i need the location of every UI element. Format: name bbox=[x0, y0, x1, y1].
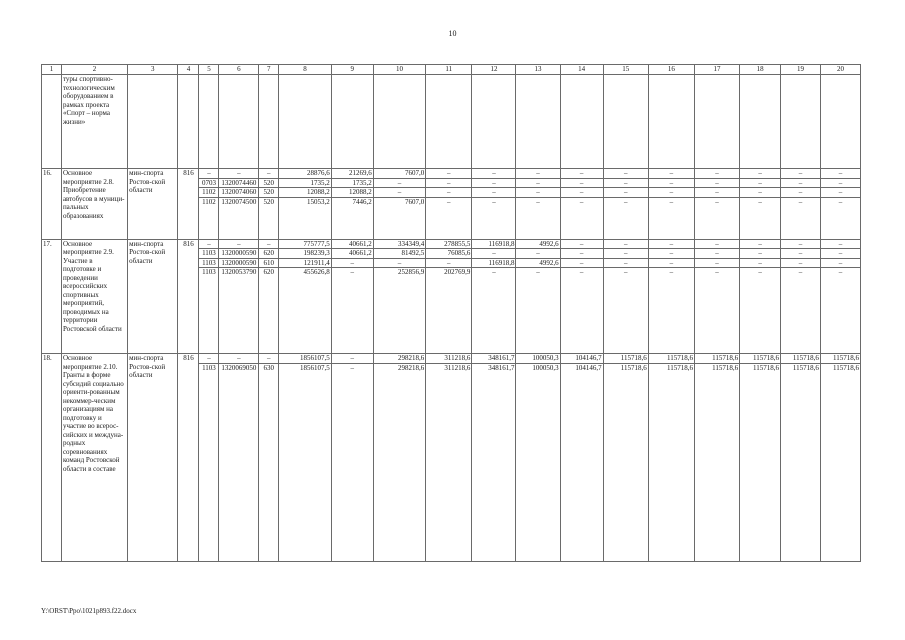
year-amount-cell: – bbox=[560, 258, 603, 268]
year-amount-cell: – bbox=[373, 178, 425, 188]
executor: мин-спорта Ростов-ской области bbox=[128, 239, 178, 354]
year-amount-cell: – bbox=[373, 188, 425, 198]
year-amount-cell: 115718,6 bbox=[820, 354, 860, 364]
year-amount-cell: – bbox=[648, 258, 694, 268]
total-amount-cell: 12088,2 bbox=[279, 188, 331, 198]
column-number-cell: 19 bbox=[781, 65, 821, 75]
year-amount-cell: 348161,7 bbox=[472, 354, 516, 364]
activity-total-row bbox=[42, 239, 861, 249]
empty-cell bbox=[820, 75, 860, 169]
year-amount-cell: – bbox=[516, 169, 560, 179]
empty-cell bbox=[781, 75, 821, 169]
year-amount-cell: 100050,3 bbox=[516, 363, 560, 561]
year-amount-cell: – bbox=[426, 188, 472, 198]
expense-type-code: 630 bbox=[259, 363, 279, 561]
column-number-row bbox=[42, 65, 861, 75]
empty-cell bbox=[259, 75, 279, 169]
year-amount-cell: – bbox=[694, 178, 739, 188]
year-amount-cell: – bbox=[426, 197, 472, 239]
year-amount-cell: – bbox=[426, 258, 472, 268]
empty-cell bbox=[472, 75, 516, 169]
empty-cell bbox=[603, 75, 648, 169]
year-amount-cell: – bbox=[820, 258, 860, 268]
year-amount-cell: 4992,6 bbox=[516, 258, 560, 268]
year-amount-cell: 115718,6 bbox=[781, 363, 821, 561]
row-number: 18. bbox=[42, 354, 62, 562]
empty-cell bbox=[516, 75, 560, 169]
expense-type-code: – bbox=[259, 239, 279, 249]
year-amount-cell: 40661,2 bbox=[331, 249, 373, 259]
column-number-cell: 1 bbox=[42, 65, 62, 75]
year-amount-cell: – bbox=[331, 268, 373, 354]
grbs-code: 816 bbox=[178, 354, 199, 562]
year-amount-cell: – bbox=[740, 268, 781, 354]
empty-cell bbox=[279, 75, 331, 169]
year-amount-cell: – bbox=[472, 188, 516, 198]
year-amount-cell: – bbox=[648, 249, 694, 259]
column-number-cell: 10 bbox=[373, 65, 425, 75]
year-amount-cell: 202769,9 bbox=[426, 268, 472, 354]
column-number-cell: 5 bbox=[199, 65, 219, 75]
year-amount-cell: – bbox=[781, 178, 821, 188]
year-amount-cell: 278855,5 bbox=[426, 239, 472, 249]
target-article-code: – bbox=[219, 239, 259, 249]
year-amount-cell: – bbox=[781, 239, 821, 249]
section-code: 1103 bbox=[199, 258, 219, 268]
section-code: 1103 bbox=[199, 363, 219, 561]
target-article-code: 1320000590 bbox=[219, 258, 259, 268]
year-amount-cell: 252856,9 bbox=[373, 268, 425, 354]
year-amount-cell: – bbox=[603, 197, 648, 239]
empty-cell bbox=[560, 75, 603, 169]
year-amount-cell: – bbox=[740, 169, 781, 179]
year-amount-cell: – bbox=[648, 169, 694, 179]
column-number-cell: 8 bbox=[279, 65, 331, 75]
total-amount-cell: 1856107,5 bbox=[279, 354, 331, 364]
expense-type-code: 520 bbox=[259, 197, 279, 239]
year-amount-cell: – bbox=[516, 188, 560, 198]
year-amount-cell: – bbox=[472, 249, 516, 259]
section-code: 1102 bbox=[199, 197, 219, 239]
year-amount-cell: 348161,7 bbox=[472, 363, 516, 561]
carry-over-text: туры спортивно-технологическим оборудованием в рамках проекта «Спорт – норма жизни» bbox=[61, 75, 127, 169]
year-amount-cell: – bbox=[472, 268, 516, 354]
column-number-cell: 15 bbox=[603, 65, 648, 75]
year-amount-cell: 298218,6 bbox=[373, 363, 425, 561]
year-amount-cell: – bbox=[648, 268, 694, 354]
target-article-code: 1320074500 bbox=[219, 197, 259, 239]
year-amount-cell: – bbox=[560, 188, 603, 198]
expense-type-code: 620 bbox=[259, 249, 279, 259]
expense-type-code: 610 bbox=[259, 258, 279, 268]
year-amount-cell: – bbox=[740, 239, 781, 249]
year-amount-cell: – bbox=[820, 169, 860, 179]
year-amount-cell: 115718,6 bbox=[648, 363, 694, 561]
year-amount-cell: 115718,6 bbox=[820, 363, 860, 561]
row-number: 16. bbox=[42, 169, 62, 240]
target-article-code: 1320000590 bbox=[219, 249, 259, 259]
column-number-cell: 20 bbox=[820, 65, 860, 75]
year-amount-cell: – bbox=[820, 239, 860, 249]
year-amount-cell: 311218,6 bbox=[426, 363, 472, 561]
total-amount-cell: 121911,4 bbox=[279, 258, 331, 268]
year-amount-cell: – bbox=[560, 169, 603, 179]
year-amount-cell: – bbox=[516, 268, 560, 354]
column-number-cell: 14 bbox=[560, 65, 603, 75]
executor: мин-спорта Ростов-ской области bbox=[128, 354, 178, 562]
year-amount-cell: – bbox=[426, 178, 472, 188]
year-amount-cell: – bbox=[331, 363, 373, 561]
activity-total-row bbox=[42, 354, 861, 364]
empty-cell bbox=[740, 75, 781, 169]
empty-cell bbox=[128, 75, 178, 169]
empty-cell bbox=[426, 75, 472, 169]
expense-type-code: 620 bbox=[259, 268, 279, 354]
year-amount-cell: 334349,4 bbox=[373, 239, 425, 249]
expense-type-code: – bbox=[259, 169, 279, 179]
target-article-code: 1320053790 bbox=[219, 268, 259, 354]
year-amount-cell: – bbox=[603, 169, 648, 179]
year-amount-cell: – bbox=[603, 188, 648, 198]
year-amount-cell: 115718,6 bbox=[603, 354, 648, 364]
year-amount-cell: – bbox=[603, 268, 648, 354]
year-amount-cell: – bbox=[781, 169, 821, 179]
year-amount-cell: 115718,6 bbox=[781, 354, 821, 364]
year-amount-cell: 21269,6 bbox=[331, 169, 373, 179]
year-amount-cell: – bbox=[820, 188, 860, 198]
year-amount-cell: – bbox=[820, 268, 860, 354]
year-amount-cell: – bbox=[472, 197, 516, 239]
year-amount-cell: 7446,2 bbox=[331, 197, 373, 239]
total-amount-cell: 1856107,5 bbox=[279, 363, 331, 561]
empty-cell bbox=[178, 75, 199, 169]
year-amount-cell: 7607,0 bbox=[373, 169, 425, 179]
column-number-cell: 9 bbox=[331, 65, 373, 75]
expense-type-code: 520 bbox=[259, 188, 279, 198]
total-amount-cell: 15053,2 bbox=[279, 197, 331, 239]
year-amount-cell: – bbox=[820, 178, 860, 188]
column-number-cell: 18 bbox=[740, 65, 781, 75]
year-amount-cell: – bbox=[331, 258, 373, 268]
empty-cell bbox=[373, 75, 425, 169]
total-amount-cell: 198239,3 bbox=[279, 249, 331, 259]
year-amount-cell: 115718,6 bbox=[694, 363, 739, 561]
year-amount-cell: 81492,5 bbox=[373, 249, 425, 259]
year-amount-cell: 116918,8 bbox=[472, 239, 516, 249]
year-amount-cell: – bbox=[603, 178, 648, 188]
year-amount-cell: – bbox=[560, 268, 603, 354]
total-amount-cell: 455626,8 bbox=[279, 268, 331, 354]
year-amount-cell: – bbox=[694, 249, 739, 259]
year-amount-cell: – bbox=[694, 169, 739, 179]
section-code: – bbox=[199, 354, 219, 364]
year-amount-cell: – bbox=[781, 268, 821, 354]
year-amount-cell: – bbox=[648, 178, 694, 188]
year-amount-cell: – bbox=[740, 178, 781, 188]
year-amount-cell: – bbox=[603, 249, 648, 259]
year-amount-cell: – bbox=[694, 197, 739, 239]
year-amount-cell: – bbox=[560, 197, 603, 239]
year-amount-cell: 40661,2 bbox=[331, 239, 373, 249]
year-amount-cell: 115718,6 bbox=[603, 363, 648, 561]
column-number-cell: 16 bbox=[648, 65, 694, 75]
empty-cell bbox=[199, 75, 219, 169]
year-amount-cell: – bbox=[516, 249, 560, 259]
year-amount-cell: – bbox=[560, 239, 603, 249]
row-number: 17. bbox=[42, 239, 62, 354]
column-number-cell: 3 bbox=[128, 65, 178, 75]
year-amount-cell: 76085,6 bbox=[426, 249, 472, 259]
year-amount-cell: 100050,3 bbox=[516, 354, 560, 364]
year-amount-cell: 115718,6 bbox=[740, 354, 781, 364]
target-article-code: – bbox=[219, 354, 259, 364]
activity-name: Основное мероприятие 2.8. Приобретение автобусов в муници-пальных образованиях bbox=[61, 169, 127, 240]
section-code: – bbox=[199, 169, 219, 179]
year-amount-cell: 115718,6 bbox=[648, 354, 694, 364]
expense-type-code: – bbox=[259, 354, 279, 364]
year-amount-cell: – bbox=[472, 178, 516, 188]
target-article-code: 1320074460 bbox=[219, 178, 259, 188]
budget-table-body bbox=[42, 65, 861, 562]
year-amount-cell: 115718,6 bbox=[694, 354, 739, 364]
year-amount-cell: – bbox=[516, 197, 560, 239]
empty-cell bbox=[331, 75, 373, 169]
empty-cell bbox=[648, 75, 694, 169]
year-amount-cell: – bbox=[781, 188, 821, 198]
year-amount-cell: 298218,6 bbox=[373, 354, 425, 364]
target-article-code: 1320069050 bbox=[219, 363, 259, 561]
activity-total-row bbox=[42, 169, 861, 179]
year-amount-cell: 4992,6 bbox=[516, 239, 560, 249]
column-number-cell: 13 bbox=[516, 65, 560, 75]
expense-type-code: 520 bbox=[259, 178, 279, 188]
year-amount-cell: 104146,7 bbox=[560, 354, 603, 364]
year-amount-cell: 7607,0 bbox=[373, 197, 425, 239]
activity-name: Основное мероприятие 2.9. Участие в подготовке и проведении всероссийских спортивных мероприятий, проводимых на территории Ростовской области bbox=[61, 239, 127, 354]
year-amount-cell: 12088,2 bbox=[331, 188, 373, 198]
year-amount-cell: – bbox=[740, 188, 781, 198]
empty-cell bbox=[219, 75, 259, 169]
year-amount-cell: – bbox=[694, 188, 739, 198]
column-number-cell: 17 bbox=[694, 65, 739, 75]
year-amount-cell: 104146,7 bbox=[560, 363, 603, 561]
year-amount-cell: – bbox=[740, 249, 781, 259]
year-amount-cell: – bbox=[472, 169, 516, 179]
total-amount-cell: 775777,5 bbox=[279, 239, 331, 249]
grbs-code: 816 bbox=[178, 169, 199, 240]
year-amount-cell: – bbox=[560, 249, 603, 259]
year-amount-cell: – bbox=[426, 169, 472, 179]
empty-cell bbox=[694, 75, 739, 169]
year-amount-cell: – bbox=[694, 239, 739, 249]
section-code: 1103 bbox=[199, 268, 219, 354]
file-path-footer: Y:\ORST\Ppo\1021p893.f22.docx bbox=[41, 607, 137, 615]
year-amount-cell: – bbox=[781, 249, 821, 259]
column-number-cell: 4 bbox=[178, 65, 199, 75]
year-amount-cell: – bbox=[648, 188, 694, 198]
total-amount-cell: 1735,2 bbox=[279, 178, 331, 188]
target-article-code: 1320074060 bbox=[219, 188, 259, 198]
carry-over-row bbox=[42, 75, 861, 169]
year-amount-cell: 116918,8 bbox=[472, 258, 516, 268]
section-code: – bbox=[199, 239, 219, 249]
year-amount-cell: – bbox=[740, 258, 781, 268]
year-amount-cell: – bbox=[781, 258, 821, 268]
year-amount-cell: – bbox=[603, 258, 648, 268]
year-amount-cell: – bbox=[648, 197, 694, 239]
target-article-code: – bbox=[219, 169, 259, 179]
year-amount-cell: – bbox=[694, 268, 739, 354]
page-number: 10 bbox=[448, 29, 457, 38]
year-amount-cell: 311218,6 bbox=[426, 354, 472, 364]
year-amount-cell: – bbox=[820, 197, 860, 239]
total-amount-cell: 28876,6 bbox=[279, 169, 331, 179]
column-number-cell: 2 bbox=[61, 65, 127, 75]
column-number-cell: 6 bbox=[219, 65, 259, 75]
year-amount-cell: – bbox=[373, 258, 425, 268]
year-amount-cell: – bbox=[603, 239, 648, 249]
year-amount-cell: – bbox=[694, 258, 739, 268]
year-amount-cell: 1735,2 bbox=[331, 178, 373, 188]
year-amount-cell: – bbox=[516, 178, 560, 188]
section-code: 1103 bbox=[199, 249, 219, 259]
budget-table bbox=[41, 64, 861, 562]
year-amount-cell: – bbox=[560, 178, 603, 188]
activity-name: Основное мероприятие 2.10. Гранты в форме субсидий социально ориенти-рованным некоммер-ческим организациям на подготовку и участие во всерос-сийских и междуна-родных соревнованиях команд Ростовской области в составе bbox=[61, 354, 127, 562]
column-number-cell: 7 bbox=[259, 65, 279, 75]
empty-cell bbox=[42, 75, 62, 169]
year-amount-cell: – bbox=[648, 239, 694, 249]
section-code: 0703 bbox=[199, 178, 219, 188]
column-number-cell: 11 bbox=[426, 65, 472, 75]
year-amount-cell: – bbox=[740, 197, 781, 239]
year-amount-cell: – bbox=[331, 354, 373, 364]
year-amount-cell: – bbox=[781, 197, 821, 239]
section-code: 1102 bbox=[199, 188, 219, 198]
column-number-cell: 12 bbox=[472, 65, 516, 75]
year-amount-cell: – bbox=[820, 249, 860, 259]
grbs-code: 816 bbox=[178, 239, 199, 354]
year-amount-cell: 115718,6 bbox=[740, 363, 781, 561]
executor: мин-спорта Ростов-ской области bbox=[128, 169, 178, 240]
